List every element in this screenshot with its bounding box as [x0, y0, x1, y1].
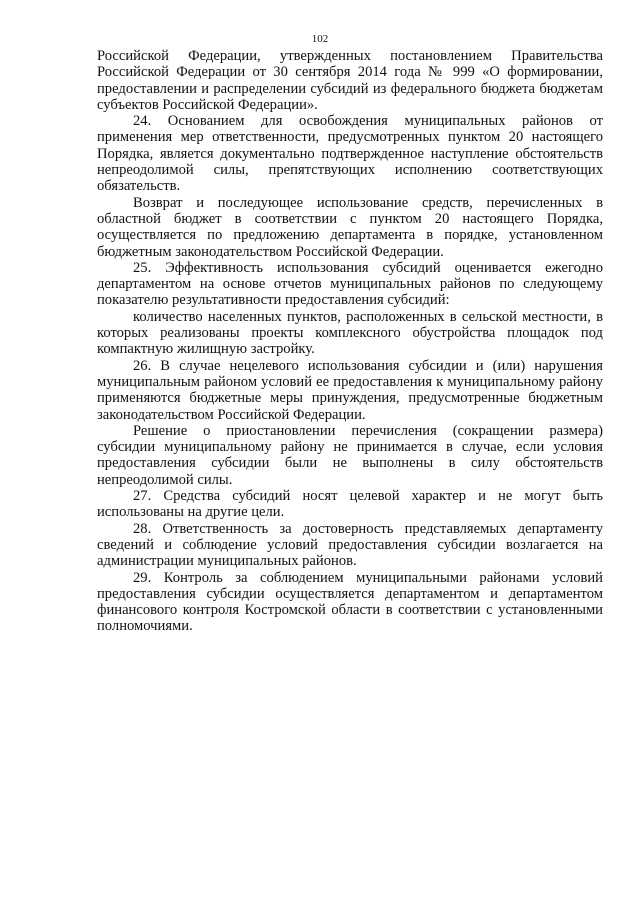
paragraph-continuation: Российской Федерации, утвержденных постановлением Правительства Российской Федерации от 30 сентября 2014 года № 999 «О формировании, предоставлении и распределении субсидий из федерального бюджета бюджетам субъектов Российской Федерации». — [97, 48, 603, 113]
paragraph-item-29: 29. Контроль за соблюдением муниципальными районами условий предоставления субсидии осуществляется департаментом и департаментом финансового контроля Костромской области в соответствии с установленными полномочиями. — [97, 569, 603, 635]
paragraph-refund: Возврат и последующее использование средств, перечисленных в областной бюджет в соответствии с пунктом 20 настоящего Порядка, осуществляется по предложению департамента в порядке, установленном бюджетным законодательством Российской Федерации. — [97, 194, 603, 260]
paragraph-indicator: количество населенных пунктов, расположенных в сельской местности, в которых реализованы проекты комплексного обустройства площадок под компактную жилищную застройку. — [97, 308, 603, 358]
paragraph-item-25: 25. Эффективность использования субсидий оценивается ежегодно департаментом на основе отчетов муниципальных районов по следующему показателю результативности предоставления субсидий: — [97, 259, 603, 309]
page-number: 102 — [311, 33, 329, 45]
paragraph-item-28: 28. Ответственность за достоверность представляемых департаменту сведений и соблюдение условий предоставления субсидии возлагается на администрации муниципальных районов. — [97, 520, 603, 570]
paragraph-item-27: 27. Средства субсидий носят целевой характер и не могут быть использованы на другие цели. — [97, 488, 603, 521]
paragraph-item-24: 24. Основанием для освобождения муниципальных районов от применения мер ответственности, предусмотренных пунктом 20 настоящего Порядка, является документально подтвержденное наступление обстоятельств непреодолимой силы, препятствующих исполнению соответствующих обязательств. — [97, 113, 603, 195]
document-body — [97, 48, 603, 635]
paragraph-item-26: 26. В случае нецелевого использования субсидии и (или) нарушения муниципальным районом условий ее предоставления к муниципальному району применяются бюджетные меры принуждения, предусмотренные бюджетным законодательством Российской Федерации. — [97, 357, 603, 423]
paragraph-suspension-decision: Решение о приостановлении перечисления (сокращении размера) субсидии муниципальному району не принимается в случае, если условия предоставления субсидии были не выполнены в силу обстоятельств непреодолимой силы. — [97, 422, 603, 488]
